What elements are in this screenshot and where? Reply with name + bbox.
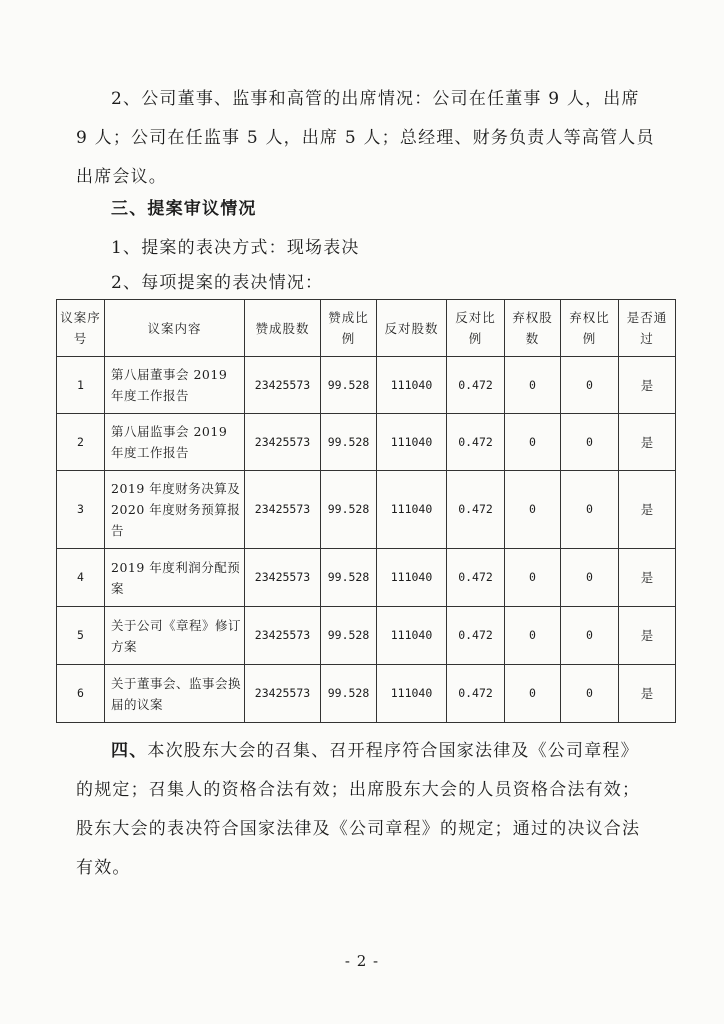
table-header-row: [57, 300, 676, 357]
header-cell: 赞成比例: [321, 300, 377, 357]
table-row: [57, 665, 676, 723]
abstain-ratio: 0: [561, 357, 619, 414]
proposal-number: 6: [57, 665, 105, 723]
table-row: [57, 357, 676, 414]
passed: 是: [619, 471, 676, 549]
for-shares: 23425573: [245, 471, 321, 549]
passed: 是: [619, 414, 676, 471]
for-shares: 23425573: [245, 357, 321, 414]
proposal-number: 5: [57, 607, 105, 665]
against-shares: 111040: [377, 357, 447, 414]
for-shares: 23425573: [245, 665, 321, 723]
table-row: [57, 471, 676, 549]
against-shares: 111040: [377, 607, 447, 665]
proposal-number: 1: [57, 357, 105, 414]
against-ratio: 0.472: [447, 665, 505, 723]
against-shares: 111040: [377, 414, 447, 471]
for-ratio: 99.528: [321, 414, 377, 471]
abstain-shares: 0: [505, 471, 561, 549]
section-4-paragraph: [76, 732, 656, 888]
abstain-ratio: 0: [561, 471, 619, 549]
proposal-content: 第八届监事会 2019 年度工作报告: [105, 414, 245, 471]
abstain-ratio: 0: [561, 414, 619, 471]
header-cell: 是否通过: [619, 300, 676, 357]
proposal-content: 关于董事会、监事会换届的议案: [105, 665, 245, 723]
abstain-ratio: 0: [561, 549, 619, 607]
header-cell: 赞成股数: [245, 300, 321, 357]
proposal-number: 3: [57, 471, 105, 549]
against-ratio: 0.472: [447, 357, 505, 414]
passed: 是: [619, 665, 676, 723]
table-row: [57, 549, 676, 607]
header-cell: 弃权比例: [561, 300, 619, 357]
abstain-shares: 0: [505, 357, 561, 414]
passed: 是: [619, 549, 676, 607]
voting-method-line: 1、提案的表决方式：现场表决: [111, 238, 360, 258]
header-cell: 反对比例: [447, 300, 505, 357]
page-number: - 2 -: [344, 952, 380, 970]
proposal-vote-table: [56, 299, 676, 723]
header-cell: 弃权股数: [505, 300, 561, 357]
proposal-content: 2019 年度财务决算及 2020 年度财务预算报告: [105, 471, 245, 549]
header-cell: 反对股数: [377, 300, 447, 357]
table-row: [57, 414, 676, 471]
for-shares: 23425573: [245, 549, 321, 607]
section-4-lead: 四、: [111, 741, 148, 761]
for-shares: 23425573: [245, 607, 321, 665]
against-ratio: 0.472: [447, 549, 505, 607]
header-cell: 议案序号: [57, 300, 105, 357]
abstain-ratio: 0: [561, 607, 619, 665]
abstain-ratio: 0: [561, 665, 619, 723]
for-ratio: 99.528: [321, 665, 377, 723]
passed: 是: [619, 357, 676, 414]
against-ratio: 0.472: [447, 607, 505, 665]
proposal-number: 2: [57, 414, 105, 471]
abstain-shares: 0: [505, 665, 561, 723]
against-ratio: 0.472: [447, 471, 505, 549]
section-3-heading: 三、提案审议情况: [111, 199, 257, 219]
voting-each-line: 2、每项提案的表决情况：: [111, 273, 324, 293]
for-ratio: 99.528: [321, 607, 377, 665]
abstain-shares: 0: [505, 607, 561, 665]
passed: 是: [619, 607, 676, 665]
against-shares: 111040: [377, 665, 447, 723]
abstain-shares: 0: [505, 549, 561, 607]
against-ratio: 0.472: [447, 414, 505, 471]
table-row: [57, 607, 676, 665]
abstain-shares: 0: [505, 414, 561, 471]
attendance-paragraph: 2、公司董事、监事和高管的出席情况：公司在任董事 9 人，出席 9 人；公司在任监事 5 人，出席 5 人；总经理、财务负责人等高管人员出席会议。: [76, 89, 655, 187]
proposal-content: 第八届董事会 2019 年度工作报告: [105, 357, 245, 414]
proposal-number: 4: [57, 549, 105, 607]
for-ratio: 99.528: [321, 471, 377, 549]
against-shares: 111040: [377, 471, 447, 549]
header-cell: 议案内容: [105, 300, 245, 357]
against-shares: 111040: [377, 549, 447, 607]
proposal-content: 2019 年度利润分配预案: [105, 549, 245, 607]
section-4-body: 本次股东大会的召集、召开程序符合国家法律及《公司章程》的规定；召集人的资格合法有效；出席股东大会的人员资格合法有效；股东大会的表决符合国家法律及《公司章程》的规定；通过的决议合法有效。: [76, 741, 641, 878]
for-shares: 23425573: [245, 414, 321, 471]
proposal-content: 关于公司《章程》修订方案: [105, 607, 245, 665]
for-ratio: 99.528: [321, 549, 377, 607]
for-ratio: 99.528: [321, 357, 377, 414]
